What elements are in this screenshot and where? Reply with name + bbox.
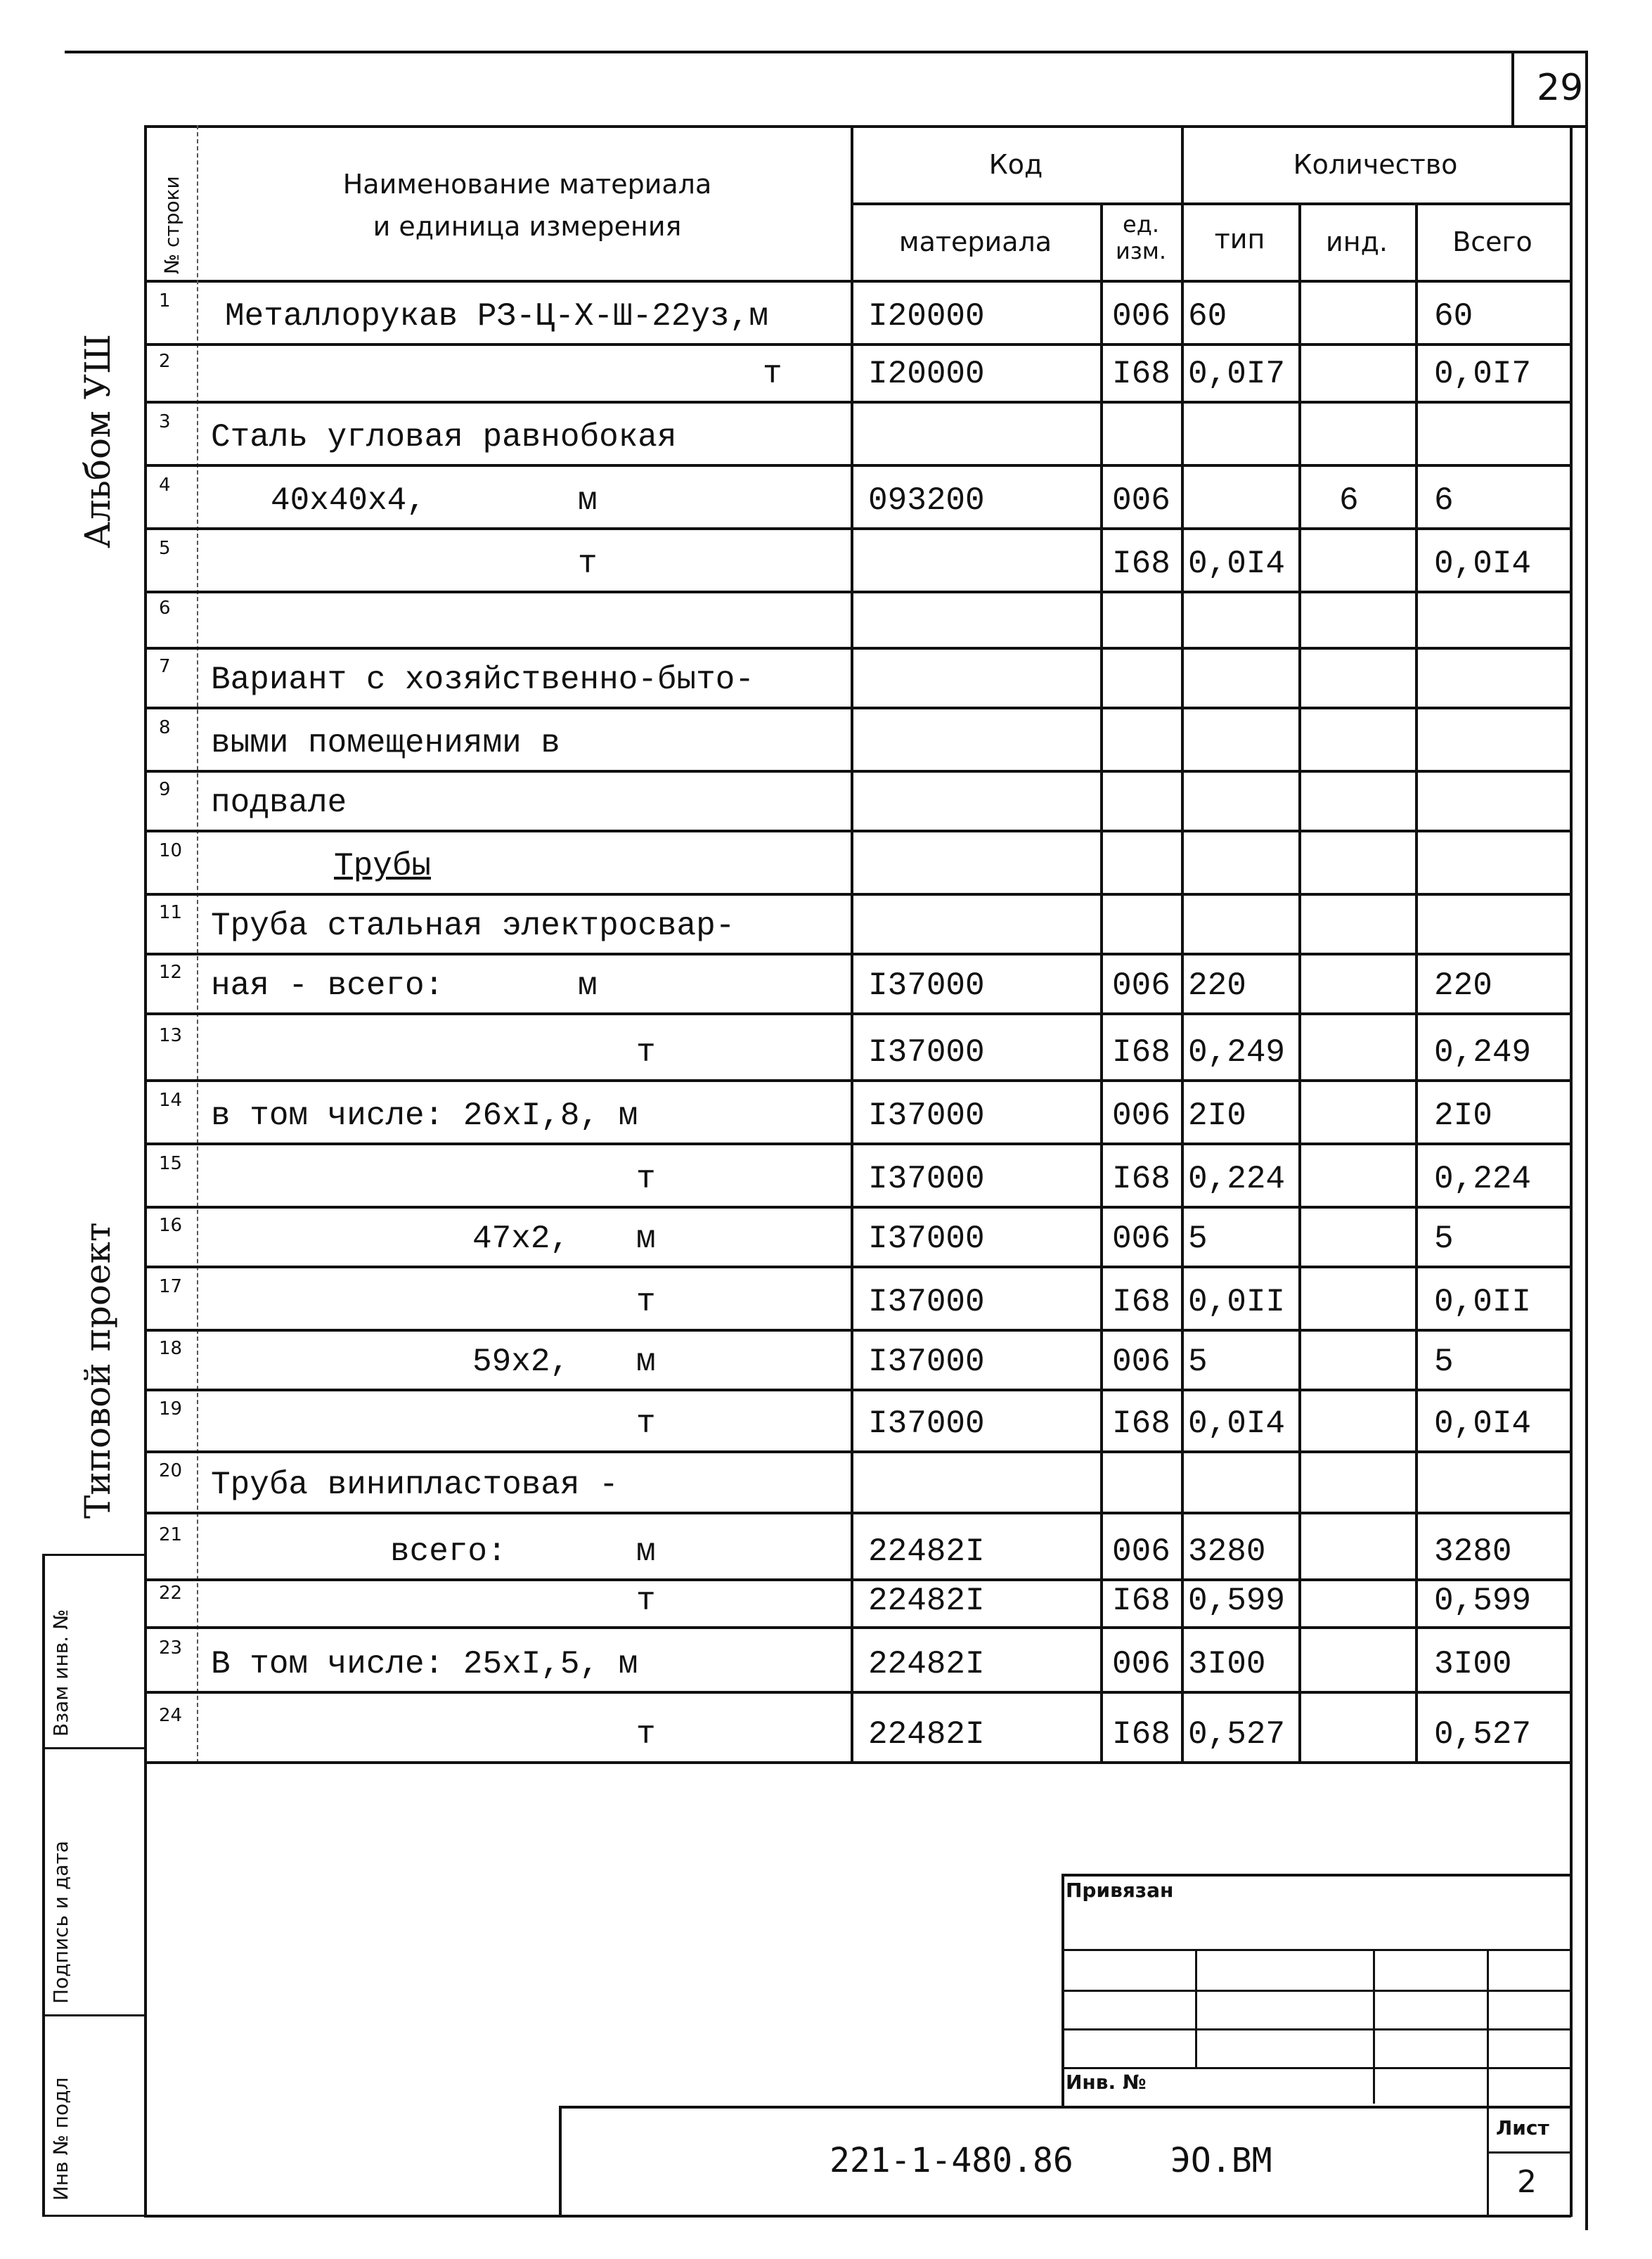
document-code: 221-1-480.86 bbox=[830, 2141, 1073, 2180]
quantity-total: 0,0II bbox=[1434, 1284, 1532, 1320]
material-name: 47х2, bbox=[472, 1221, 570, 1257]
quantity-total: 0,224 bbox=[1434, 1161, 1532, 1197]
row-number: 12 bbox=[159, 961, 183, 983]
material-name: 40х40х4, bbox=[271, 482, 426, 519]
vzam-label: Взам инв. № bbox=[49, 1609, 72, 1737]
material-code: I37000 bbox=[868, 1098, 985, 1134]
table-row bbox=[0, 1626, 1652, 1691]
material-name: Сталь угловая равнобокая bbox=[211, 419, 677, 456]
qty-type-header: тип bbox=[1214, 224, 1265, 255]
table-row bbox=[0, 1389, 1652, 1450]
material-name: т bbox=[636, 1716, 656, 1753]
code-material-header: материала bbox=[898, 226, 1052, 257]
material-code: I37000 bbox=[868, 1405, 985, 1442]
table-row bbox=[0, 1206, 1652, 1266]
table-row bbox=[0, 1012, 1652, 1079]
quantity-total: 2I0 bbox=[1434, 1098, 1492, 1134]
material-name: подвале bbox=[211, 785, 347, 821]
unit-code: 006 bbox=[1112, 1344, 1170, 1380]
quantity-total: 220 bbox=[1434, 967, 1492, 1004]
table-row bbox=[0, 893, 1652, 953]
row-number: 3 bbox=[159, 411, 171, 432]
row-number: 10 bbox=[159, 840, 183, 861]
material-code: I37000 bbox=[868, 1221, 985, 1257]
row-number: 18 bbox=[159, 1337, 183, 1359]
table-row bbox=[0, 527, 1652, 591]
material-code: 093200 bbox=[868, 482, 985, 519]
unit-code: 006 bbox=[1112, 298, 1170, 335]
table-row bbox=[0, 1329, 1652, 1389]
row-number: 21 bbox=[159, 1524, 183, 1545]
quantity-total: 6 bbox=[1434, 482, 1454, 519]
row-number: 6 bbox=[159, 598, 171, 619]
row-number: 1 bbox=[159, 290, 171, 311]
quantity-type: 2I0 bbox=[1188, 1098, 1246, 1134]
quantity-type: 0,527 bbox=[1188, 1716, 1286, 1753]
unit-of-measure: м bbox=[578, 967, 598, 1004]
project-label: Типовой проект bbox=[77, 1222, 118, 1519]
table-row bbox=[0, 1266, 1652, 1329]
table-row bbox=[0, 280, 1652, 343]
quantity-total: 0,0I7 bbox=[1434, 356, 1532, 392]
material-code: I37000 bbox=[868, 1344, 985, 1380]
quantity-type: 60 bbox=[1188, 298, 1227, 335]
row-number: 8 bbox=[159, 717, 171, 738]
quantity-total: 0,0I4 bbox=[1434, 1405, 1532, 1442]
row-number: 2 bbox=[159, 351, 171, 372]
unit-code: 006 bbox=[1112, 1221, 1170, 1257]
material-name: т bbox=[578, 546, 598, 582]
table-row bbox=[0, 830, 1652, 893]
document-mark: ЭО.ВМ bbox=[1170, 2141, 1272, 2180]
unit-code: I68 bbox=[1112, 1583, 1170, 1619]
qty-total-header: Всего bbox=[1452, 226, 1532, 257]
quantity-type: 5 bbox=[1188, 1344, 1208, 1380]
quantity-type: 0,224 bbox=[1188, 1161, 1286, 1197]
unit-code: 006 bbox=[1112, 1098, 1170, 1134]
row-number: 9 bbox=[159, 778, 171, 800]
material-code: I37000 bbox=[868, 1284, 985, 1320]
material-name: т bbox=[636, 1161, 656, 1197]
table-row bbox=[0, 707, 1652, 770]
unit-code: I68 bbox=[1112, 1284, 1170, 1320]
row-number: 14 bbox=[159, 1090, 183, 1111]
unit-of-measure: м bbox=[636, 1344, 656, 1380]
material-name: Вариант с хозяйственно-быто- bbox=[211, 662, 754, 698]
original-inv-label: Инв № подл bbox=[49, 2077, 72, 2201]
code-header: Код bbox=[988, 149, 1043, 180]
quantity-type: 220 bbox=[1188, 967, 1246, 1004]
unit-of-measure: м bbox=[578, 482, 598, 519]
row-number: 20 bbox=[159, 1460, 183, 1481]
material-name: т bbox=[763, 356, 782, 392]
quantity-type: 3280 bbox=[1188, 1533, 1266, 1570]
quantity-total: 3I00 bbox=[1434, 1646, 1512, 1682]
material-code: I37000 bbox=[868, 967, 985, 1004]
table-row bbox=[0, 770, 1652, 830]
unit-code: 006 bbox=[1112, 1533, 1170, 1570]
quantity-type: 0,249 bbox=[1188, 1034, 1286, 1071]
unit-code: I68 bbox=[1112, 1161, 1170, 1197]
quantity-total: 0,599 bbox=[1434, 1583, 1532, 1619]
material-name: В том числе: 25хI,5, м bbox=[211, 1646, 638, 1682]
quantity-total: 5 bbox=[1434, 1221, 1454, 1257]
quantity-total: 5 bbox=[1434, 1344, 1454, 1380]
row-number: 17 bbox=[159, 1276, 183, 1297]
privyazan-label: Привязан bbox=[1066, 1879, 1174, 1902]
quantity-total: 60 bbox=[1434, 298, 1473, 335]
table-row bbox=[0, 401, 1652, 464]
quantity-type: 5 bbox=[1188, 1221, 1208, 1257]
row-number: 4 bbox=[159, 475, 171, 496]
material-name: в том числе: 26хI,8, м bbox=[211, 1098, 638, 1134]
page-number: 29 bbox=[1537, 67, 1584, 109]
table-row bbox=[0, 647, 1652, 707]
unit-code: I68 bbox=[1112, 1405, 1170, 1442]
unit-code: 006 bbox=[1112, 967, 1170, 1004]
material-code: I20000 bbox=[868, 298, 985, 335]
row-number: 11 bbox=[159, 901, 183, 923]
sheet-number: 2 bbox=[1517, 2164, 1537, 2200]
unit-code: I68 bbox=[1112, 546, 1170, 582]
signature-date-label: Подпись и дата bbox=[49, 1841, 72, 2004]
table-row bbox=[0, 1578, 1652, 1626]
album-label: Альбом УШ bbox=[77, 333, 118, 548]
material-name: Трубы bbox=[334, 848, 432, 884]
material-name: Труба стальная электросвар- bbox=[211, 908, 735, 944]
material-name: т bbox=[636, 1284, 656, 1320]
material-code: 22482I bbox=[868, 1533, 985, 1570]
material-name: т bbox=[636, 1583, 656, 1619]
quantity-total: 3280 bbox=[1434, 1533, 1512, 1570]
material-code: I20000 bbox=[868, 356, 985, 392]
material-name: выми помещениями в bbox=[211, 725, 560, 761]
material-code: 22482I bbox=[868, 1716, 985, 1753]
code-unit-header: ед. изм. bbox=[1115, 211, 1167, 264]
material-code: 22482I bbox=[868, 1583, 985, 1619]
unit-of-measure: м bbox=[636, 1221, 656, 1257]
row-number: 23 bbox=[159, 1637, 183, 1659]
table-row bbox=[0, 953, 1652, 1012]
quantity-total: 0,0I4 bbox=[1434, 546, 1532, 582]
quantity-individual: 6 bbox=[1339, 482, 1359, 519]
quantity-type: 0,0I7 bbox=[1188, 356, 1286, 392]
row-number: 7 bbox=[159, 655, 171, 677]
material-name: Труба винипластовая - bbox=[211, 1467, 619, 1503]
material-name: ная - всего: bbox=[211, 967, 444, 1004]
inventory-number-label: Инв. № bbox=[1066, 2071, 1147, 2094]
qty-ind-header: инд. bbox=[1326, 226, 1388, 257]
table-row bbox=[0, 1079, 1652, 1143]
quantity-total: 0,249 bbox=[1434, 1034, 1532, 1071]
material-name: 59х2, bbox=[472, 1344, 570, 1380]
row-number: 13 bbox=[159, 1024, 183, 1046]
quantity-type: 0,0I4 bbox=[1188, 1405, 1286, 1442]
material-code: 22482I bbox=[868, 1646, 985, 1682]
quantity-header: Количество bbox=[1293, 149, 1458, 180]
quantity-type: 0,0II bbox=[1188, 1284, 1286, 1320]
table-row bbox=[0, 464, 1652, 527]
unit-code: 006 bbox=[1112, 1646, 1170, 1682]
table-row bbox=[0, 1450, 1652, 1512]
unit-code: I68 bbox=[1112, 1034, 1170, 1071]
material-name: т bbox=[636, 1034, 656, 1071]
table-row bbox=[0, 1143, 1652, 1206]
table-row bbox=[0, 1691, 1652, 1761]
row-number: 24 bbox=[159, 1705, 183, 1726]
row-number: 15 bbox=[159, 1153, 183, 1174]
row-number: 19 bbox=[159, 1398, 183, 1420]
material-name: т bbox=[636, 1405, 656, 1442]
unit-code: 006 bbox=[1112, 482, 1170, 519]
quantity-type: 0,0I4 bbox=[1188, 546, 1286, 582]
table-row bbox=[0, 343, 1652, 401]
row-number: 5 bbox=[159, 538, 171, 559]
row-number: 16 bbox=[159, 1214, 183, 1236]
quantity-total: 0,527 bbox=[1434, 1716, 1532, 1753]
name-header-line1: Наименование материала bbox=[342, 169, 712, 200]
unit-code: I68 bbox=[1112, 356, 1170, 392]
quantity-type: 3I00 bbox=[1188, 1646, 1266, 1682]
unit-of-measure: м bbox=[636, 1533, 656, 1570]
material-code: I37000 bbox=[868, 1034, 985, 1071]
unit-code: I68 bbox=[1112, 1716, 1170, 1753]
material-name: всего: bbox=[390, 1533, 507, 1570]
material-code: I37000 bbox=[868, 1161, 985, 1197]
table-row bbox=[0, 1512, 1652, 1578]
row-number-header: № строки bbox=[160, 176, 183, 274]
quantity-type: 0,599 bbox=[1188, 1583, 1286, 1619]
table-row bbox=[0, 591, 1652, 647]
sheet-label: Лист bbox=[1496, 2116, 1549, 2139]
name-header-line2: и единица измерения bbox=[373, 211, 682, 242]
material-name: Металлорукав РЗ-Ц-Х-Ш-22уз,м bbox=[225, 298, 768, 335]
row-number: 22 bbox=[159, 1583, 183, 1604]
